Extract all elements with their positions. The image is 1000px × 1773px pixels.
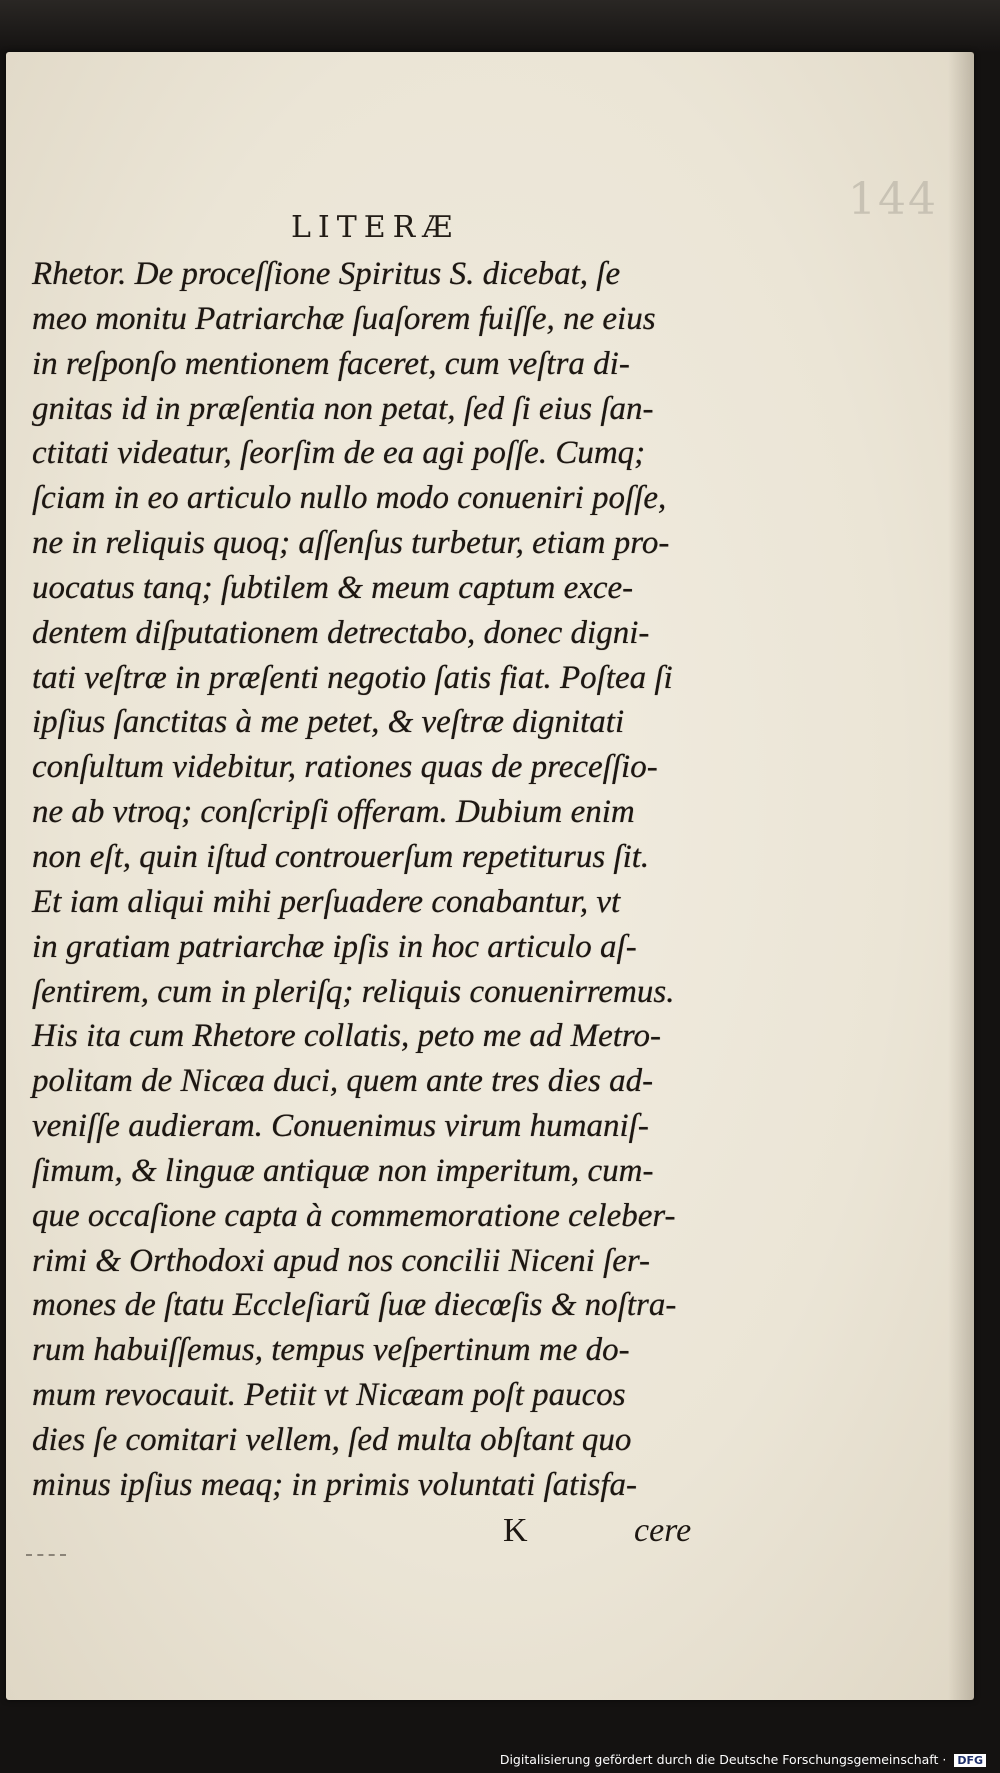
text-line: dies ſe comitari vellem, ſed multa obſtant quo bbox=[32, 1421, 632, 1458]
text-line: mones de ſtatu Eccleſiarũ ſuæ diecœſis & noſtra- bbox=[32, 1287, 677, 1324]
digitization-credit bbox=[500, 1752, 986, 1767]
text-line: Et iam aliqui mihi perſuadere conabantur, vt bbox=[32, 883, 621, 920]
running-head: LITERÆ bbox=[291, 210, 460, 245]
text-line: Rhetor. De proceſſione Spiritus S. dicebat, ſe bbox=[32, 256, 621, 292]
text-line: dentem diſputationem detrectabo, donec digni- bbox=[32, 614, 650, 651]
signature-mark: K bbox=[503, 1512, 528, 1549]
text-line: conſultum videbitur, rationes quas de preceſſio- bbox=[32, 749, 658, 786]
body-text bbox=[32, 252, 732, 1508]
text-line: tati veſtræ in præſenti negotio ſatis fiat. Poſtea ſi bbox=[32, 659, 673, 696]
text-line: His ita cum Rhetore collatis, peto me ad Metro- bbox=[32, 1018, 662, 1055]
text-line: politam de Nicæa duci, quem ante tres dies ad- bbox=[32, 1063, 654, 1100]
text-line: in reſponſo mentionem faceret, cum veſtra di- bbox=[32, 345, 630, 382]
text-line: uocatus tanq; ſubtilem & meum captum exce- bbox=[32, 569, 634, 606]
text-line: rimi & Orthodoxi apud nos concilii Niceni ſer- bbox=[32, 1242, 651, 1279]
text-line: non eſt, quin iſtud controuerſum repetiturus ſit. bbox=[32, 838, 650, 875]
text-line: ſentirem, cum in pleriſq; reliquis conuenirremus. bbox=[32, 973, 675, 1010]
text-line: gnitas id in præſentia non petat, ſed ſi eius ſan- bbox=[32, 390, 654, 427]
text-line: mum revocauit. Petiit vt Nicæam poſt paucos bbox=[32, 1377, 626, 1414]
text-line: in gratiam patriarchæ ipſis in hoc articulo aſ- bbox=[32, 928, 637, 965]
text-line: que occaſione capta à commemoratione celeber- bbox=[32, 1197, 676, 1234]
dfg-logo-icon: DFG bbox=[954, 1754, 986, 1767]
text-line: ſimum, & linguæ antiquæ non imperitum, cum- bbox=[32, 1152, 654, 1189]
text-line: rum habuiſſemus, tempus veſpertinum me do- bbox=[32, 1332, 630, 1369]
credit-text: Digitalisierung gefördert durch die Deutsche Forschungsgemeinschaft · bbox=[499, 1752, 947, 1767]
text-line: ipſius ſanctitas à me petet, & veſtræ dignitati bbox=[32, 704, 625, 741]
catchword: cere bbox=[634, 1512, 692, 1549]
margin-mark bbox=[26, 1554, 66, 1564]
text-line: meo monitu Patriarchæ ſuaſorem fuiſſe, ne eius bbox=[32, 300, 656, 337]
text-line: veniſſe audieram. Conuenimus virum humaniſ- bbox=[32, 1108, 649, 1145]
book-page bbox=[6, 52, 974, 1700]
text-line: ctitati videatur, ſeorſim de ea agi poſſe. Cumq; bbox=[32, 435, 646, 472]
text-line: ne ab vtroq; conſcripſi offeram. Dubium enim bbox=[32, 794, 635, 831]
page-number: 144 bbox=[848, 174, 938, 225]
text-line: ne in reliquis quoq; aſſenſus turbetur, etiam pro- bbox=[32, 525, 670, 562]
text-line: minus ipſius meaq; in primis voluntati ſatisfa- bbox=[32, 1466, 638, 1503]
text-line: ſciam in eo articulo nullo modo conueniri poſſe, bbox=[32, 480, 667, 517]
